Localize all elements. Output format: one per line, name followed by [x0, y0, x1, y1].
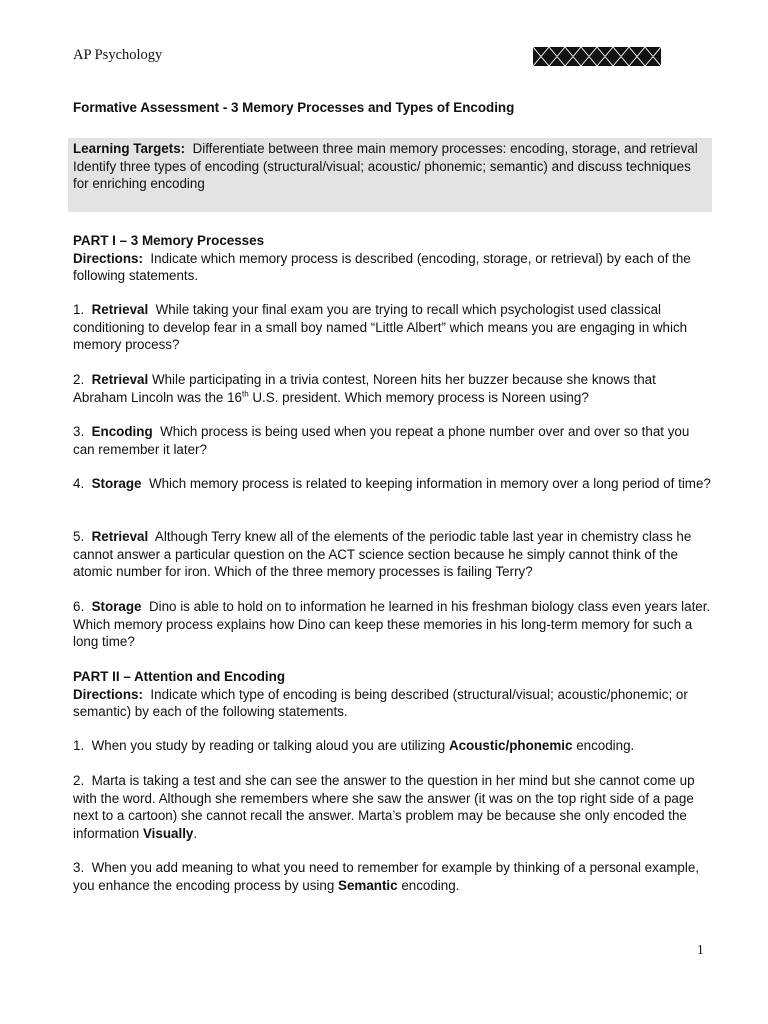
question-text-end: encoding.	[401, 877, 460, 893]
question-text: When you study by reading or talking aloud you are utilizing	[91, 738, 446, 753]
part1-question-2	[73, 371, 711, 406]
question-answer: Retrieval	[91, 372, 149, 387]
question-text-end: U.S. president. Which memory process is Noreen using?	[252, 389, 589, 405]
ordinal-suffix: th	[241, 389, 249, 399]
question-text: Marta is taking a test and she can see the answer to the question in her mind but she cannot come up with the word. Although she remembers where she saw the answer (it was on the top right side of a page next to a cartoon) she cannot recall the answer. Marta’s problem may be because she only encoded the information	[73, 773, 695, 841]
part2-section	[73, 668, 711, 721]
learning-target-1	[73, 140, 707, 158]
part2-question-2	[73, 772, 711, 842]
question-answer: Storage	[91, 599, 142, 614]
part1-directions	[73, 250, 711, 285]
question-text: Although Terry knew all of the elements of the periodic table last year in chemistry class he cannot answer a particular question on the ACT science section because he simply cannot think of the atomic number for iron. Which of the three memory processes is failing Terry?	[73, 529, 692, 580]
question-answer: Visually	[142, 825, 194, 841]
question-text-end: .	[193, 825, 198, 841]
question-text: Dino is able to hold on to information he learned in his freshman biology class even years later. Which memory process explains how Dino can keep these memories in his long-term memory for such a long time?	[73, 599, 711, 650]
question-answer: Storage	[91, 476, 142, 491]
question-text: When you add meaning to what you need to remember for example by thinking of a personal example, you enhance the encoding process by using	[73, 860, 700, 893]
part1-heading: PART I – 3 Memory Processes	[73, 233, 265, 248]
question-number: 1.	[73, 302, 85, 317]
question-answer: Retrieval	[91, 302, 149, 317]
question-text: Which memory process is related to keeping information in memory over a long period of time?	[148, 476, 711, 491]
question-answer: Retrieval	[91, 529, 149, 544]
part1-question-3	[73, 423, 711, 458]
question-answer: Acoustic/phonemic	[448, 738, 573, 753]
learning-target-2: Identify three types of encoding (structural/visual; acoustic/ phonemic; semantic) and discuss techniques for enriching encoding	[73, 158, 691, 191]
part2-heading: PART II – Attention and Encoding	[73, 669, 286, 684]
learning-targets-label: Learning Targets:	[73, 141, 186, 156]
part1-question-1	[73, 301, 711, 354]
question-text: While taking your final exam you are trying to recall which psychologist used classical conditioning to develop fear in a small boy named “Little Albert” which means you are engaging in which memory process?	[73, 302, 688, 353]
question-text: While participating in a trivia contest, Noreen hits her buzzer because she knows that Abraham Lincoln was the 16	[73, 372, 656, 405]
question-answer: Semantic	[338, 877, 398, 893]
question-number: 6.	[73, 599, 85, 614]
course-name: AP Psychology	[73, 47, 163, 63]
part2-question-3	[73, 859, 711, 894]
question-number: 5.	[73, 529, 85, 544]
part1-directions-text: Indicate which memory process is described (encoding, storage, or retrieval) by each of the following statements.	[73, 250, 691, 284]
page-number: 1	[697, 942, 704, 957]
part1-question-5	[73, 528, 711, 581]
part2-directions	[73, 686, 711, 721]
page-title: Formative Assessment - 3 Memory Processes and Types of Encoding	[73, 100, 515, 115]
part2-directions-text: Indicate which type of encoding is being described (structural/visual; acoustic/phonemic; or semantic) by each of the following statements.	[73, 686, 688, 720]
question-text-end: encoding.	[576, 738, 635, 753]
question-number: 2.	[73, 372, 85, 387]
question-number: 3.	[73, 860, 85, 875]
question-number: 1.	[73, 738, 85, 753]
redacted-name-box	[533, 47, 661, 66]
question-number: 2.	[73, 773, 85, 788]
question-number: 3.	[73, 424, 85, 439]
part1-question-6	[73, 598, 711, 651]
question-text: Which process is being used when you repeat a phone number over and over so that you can remember it later?	[73, 424, 690, 457]
learning-target-1-text: Differentiate between three main memory processes: encoding, storage, and retrieval	[192, 141, 698, 156]
question-number: 4.	[73, 476, 85, 491]
part1-question-4	[73, 475, 711, 493]
part1-directions-label: Directions:	[73, 250, 143, 266]
question-answer: Encoding	[91, 424, 153, 439]
part2-question-1	[73, 737, 711, 755]
learning-targets-box	[68, 138, 712, 212]
part1-section	[73, 232, 711, 285]
part2-directions-label: Directions:	[73, 686, 143, 702]
